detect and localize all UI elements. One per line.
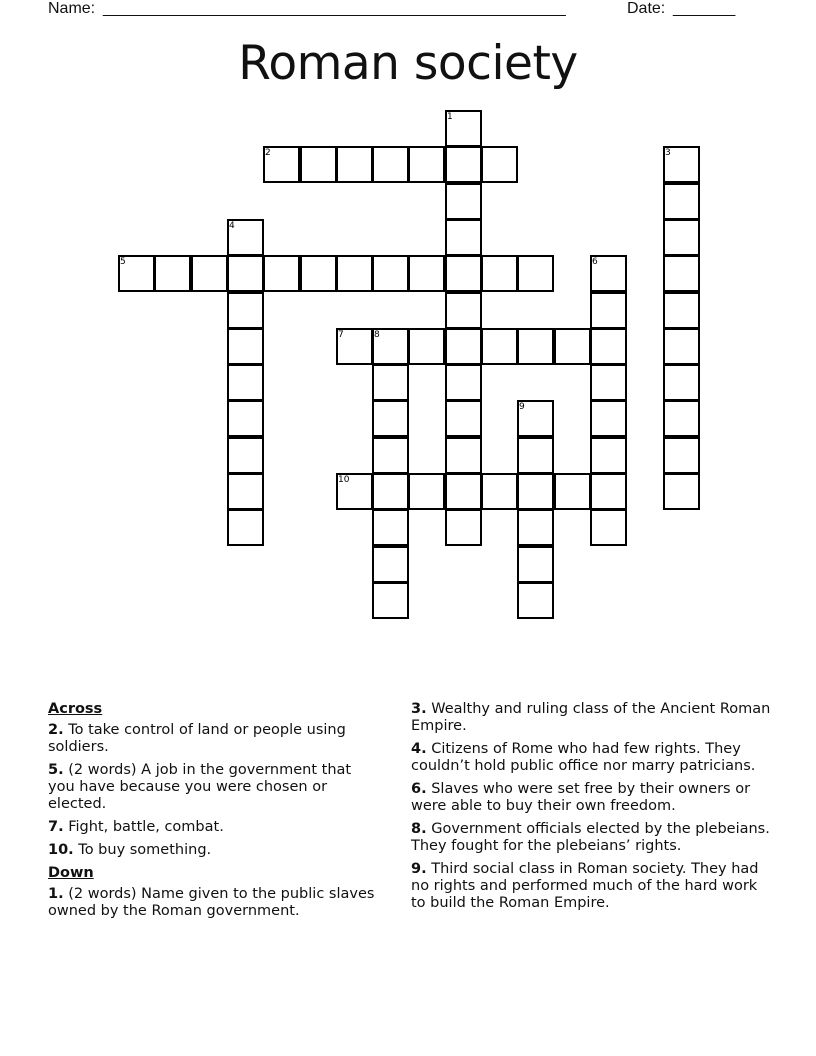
date-label: Date: xyxy=(627,0,666,17)
grid-cell[interactable] xyxy=(481,473,518,510)
clue-across-7 xyxy=(48,819,378,836)
grid-cell[interactable] xyxy=(517,546,554,583)
clue-text: Slaves who were set free by their owners or were able to buy their own freedom. xyxy=(411,781,751,814)
grid-cell[interactable] xyxy=(372,509,409,546)
grid-cell[interactable] xyxy=(590,400,627,437)
grid-cell[interactable] xyxy=(663,292,700,329)
grid-clue-number: 5 xyxy=(120,257,126,267)
grid-cell[interactable] xyxy=(445,183,482,220)
grid-cell[interactable] xyxy=(372,364,409,401)
clue-number: 3. xyxy=(411,701,427,717)
grid-cell[interactable] xyxy=(554,473,591,510)
grid-clue-number: 10 xyxy=(338,475,350,485)
grid-cell[interactable] xyxy=(663,364,700,401)
grid-cell[interactable] xyxy=(445,146,482,183)
clue-number: 5. xyxy=(48,762,64,778)
grid-cell[interactable] xyxy=(227,437,264,474)
clue-text: Fight, battle, combat. xyxy=(68,819,224,835)
grid-cell[interactable] xyxy=(445,509,482,546)
grid-cell[interactable] xyxy=(300,255,337,292)
clue-number: 6. xyxy=(411,781,427,797)
grid-cell[interactable] xyxy=(663,437,700,474)
grid-cell[interactable] xyxy=(663,219,700,256)
grid-cell[interactable] xyxy=(372,546,409,583)
grid-cell[interactable] xyxy=(517,255,554,292)
grid-cell[interactable] xyxy=(663,255,700,292)
clue-number: 10. xyxy=(48,842,74,858)
grid-cell[interactable] xyxy=(445,219,482,256)
grid-cell[interactable] xyxy=(663,183,700,220)
clue-number: 7. xyxy=(48,819,64,835)
grid-cell[interactable] xyxy=(481,146,518,183)
grid-cell[interactable] xyxy=(372,473,409,510)
clue-down-4 xyxy=(411,741,776,775)
grid-cell[interactable] xyxy=(372,146,409,183)
grid-cell[interactable] xyxy=(590,437,627,474)
clue-text: (2 words) A job in the government that you have because you were chosen or elected. xyxy=(48,762,352,812)
grid-clue-number: 3 xyxy=(665,148,671,158)
clue-down-8 xyxy=(411,821,776,855)
grid-cell[interactable] xyxy=(517,328,554,365)
grid-cell[interactable] xyxy=(517,509,554,546)
grid-cell[interactable] xyxy=(227,509,264,546)
clue-text: Third social class in Roman society. They had no rights and performed much of the hard work to build the Roman Empire. xyxy=(411,861,759,911)
grid-cell[interactable] xyxy=(372,400,409,437)
grid-cell[interactable] xyxy=(227,473,264,510)
grid-cell[interactable] xyxy=(445,255,482,292)
grid-cell[interactable] xyxy=(517,582,554,619)
grid-cell[interactable] xyxy=(408,146,445,183)
grid-cell[interactable] xyxy=(372,437,409,474)
grid-cell[interactable] xyxy=(263,255,300,292)
clue-text: Wealthy and ruling class of the Ancient Roman Empire. xyxy=(411,701,771,734)
grid-cell[interactable] xyxy=(445,437,482,474)
grid-cell[interactable] xyxy=(445,400,482,437)
grid-cell[interactable] xyxy=(408,255,445,292)
clue-number: 1. xyxy=(48,886,64,902)
grid-cell[interactable] xyxy=(227,364,264,401)
grid-cell[interactable] xyxy=(590,473,627,510)
clue-text: Citizens of Rome who had few rights. They couldn’t hold public office nor marry patricians. xyxy=(411,741,756,774)
grid-cell[interactable] xyxy=(191,255,228,292)
grid-cell[interactable] xyxy=(517,473,554,510)
grid-cell[interactable] xyxy=(590,509,627,546)
grid-cell[interactable] xyxy=(590,292,627,329)
clue-number: 2. xyxy=(48,722,64,738)
grid-cell[interactable] xyxy=(481,255,518,292)
grid-clue-number: 2 xyxy=(265,148,271,158)
name-line[interactable]: ____________________________________________________ xyxy=(103,0,566,17)
grid-cell[interactable] xyxy=(300,146,337,183)
clue-number: 4. xyxy=(411,741,427,757)
clue-text: To buy something. xyxy=(78,842,212,858)
clue-text: (2 words) Name given to the public slaves owned by the Roman government. xyxy=(48,886,375,919)
date-line[interactable]: _______ xyxy=(673,0,736,17)
grid-clue-number: 8 xyxy=(374,330,380,340)
clue-across-5 xyxy=(48,762,378,813)
grid-cell[interactable] xyxy=(445,292,482,329)
clue-number: 8. xyxy=(411,821,427,837)
grid-cell[interactable] xyxy=(408,473,445,510)
grid-cell[interactable] xyxy=(663,473,700,510)
grid-cell[interactable] xyxy=(663,400,700,437)
grid-cell[interactable] xyxy=(481,328,518,365)
grid-cell[interactable] xyxy=(372,582,409,619)
grid-clue-number: 4 xyxy=(229,221,235,231)
clue-down-9 xyxy=(411,861,776,912)
grid-cell[interactable] xyxy=(227,400,264,437)
grid-cell[interactable] xyxy=(227,255,264,292)
grid-cell[interactable] xyxy=(590,328,627,365)
grid-cell[interactable] xyxy=(154,255,191,292)
clue-text: To take control of land or people using soldiers. xyxy=(48,722,346,755)
grid-cell[interactable] xyxy=(227,292,264,329)
clue-text: Government officials elected by the plebeians. They fought for the plebeians’ rights. xyxy=(411,821,770,854)
grid-cell[interactable] xyxy=(554,328,591,365)
grid-cell[interactable] xyxy=(663,328,700,365)
grid-cell[interactable] xyxy=(445,328,482,365)
clue-number: 9. xyxy=(411,861,427,877)
clue-across-2 xyxy=(48,722,378,756)
clues-right-column xyxy=(411,701,776,918)
grid-clue-number: 1 xyxy=(447,112,453,122)
clue-down-6 xyxy=(411,781,776,815)
clue-down-3 xyxy=(411,701,776,735)
down-heading: Down xyxy=(48,865,94,881)
grid-cell[interactable] xyxy=(590,364,627,401)
grid-cell[interactable] xyxy=(445,473,482,510)
grid-cell[interactable] xyxy=(517,437,554,474)
page-title: Roman society xyxy=(238,36,578,91)
grid-clue-number: 7 xyxy=(338,330,344,340)
clue-down-1 xyxy=(48,886,378,920)
grid-cell[interactable] xyxy=(372,255,409,292)
clues-left-column xyxy=(48,701,378,926)
across-heading: Across xyxy=(48,701,103,717)
clue-across-10 xyxy=(48,842,378,859)
grid-cell[interactable] xyxy=(445,364,482,401)
name-label: Name: xyxy=(48,0,96,17)
grid-clue-number: 9 xyxy=(519,402,525,412)
grid-cell[interactable] xyxy=(408,328,445,365)
grid-cell[interactable] xyxy=(336,146,373,183)
grid-cell[interactable] xyxy=(227,328,264,365)
grid-cell[interactable] xyxy=(336,255,373,292)
grid-clue-number: 6 xyxy=(592,257,598,267)
